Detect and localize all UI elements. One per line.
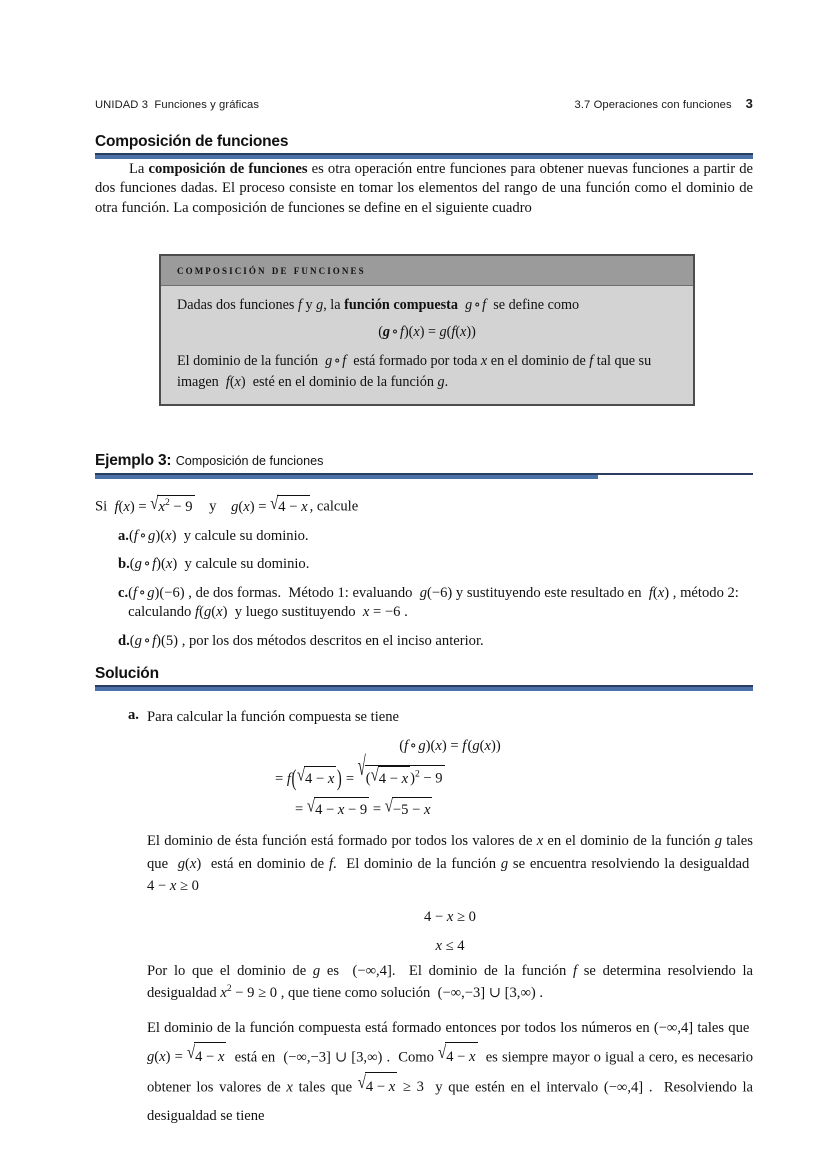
- section-rule: [95, 153, 753, 160]
- solution-body: [95, 706, 753, 1131]
- list-item: [95, 632, 753, 652]
- solution-equation-3: = √4 − x − 9 = √−5 − x: [147, 797, 753, 821]
- solution-paragraph-2: Por lo que el dominio de g es (−∞,4]. El dominio de la función f se determina resolviendo la desigualdad $x^2 - 9 \ge 0$ , que tiene como solución (−∞,−3] ∪ [3,∞) .: [147, 963, 753, 1002]
- intro-paragraph: [95, 160, 753, 218]
- definition-box-body: [161, 286, 693, 404]
- solution-rule: [95, 685, 753, 692]
- rule-thick-line: [95, 155, 753, 159]
- definition-gof: g ∘ f: [465, 296, 487, 313]
- example-heading-block: [95, 452, 753, 480]
- definition-box-title: composición de funciones: [161, 256, 693, 286]
- intro-rest: es otra operación entre funciones para obtener nuevas funciones a partir de dos funciones dadas. El proceso consiste en tomar los elementos del rango de una función como el dominio de otra función. La composición de funciones se define en el siguiente cuadro: [95, 161, 754, 216]
- intro-lead: La: [129, 161, 145, 177]
- example-title: [95, 452, 753, 470]
- example-prompt-calcule: , calcule: [309, 498, 359, 515]
- definition-box: [159, 254, 695, 406]
- item-text: (f ∘ g)(x) y calcule su dominio.: [128, 527, 309, 544]
- section-heading-composicion: [95, 133, 753, 160]
- item-text: (g ∘ f)(5) , por los dos métodos descritos en el inciso anterior.: [129, 632, 484, 649]
- definition-line-2: El dominio de la función g ∘ f está formado por toda x en el dominio de f tal que su imagen f(x) esté en el dominio de la función g.: [177, 352, 652, 390]
- running-head-section: 3.7 Operaciones con funciones: [574, 99, 732, 111]
- example-prompt: Si $f(x) = √x^2 - 9$ y g(x) = √4 − x , calcule: [95, 495, 753, 518]
- page-content: [95, 96, 753, 1132]
- definition-line1-a: Dadas dos funciones: [177, 296, 295, 313]
- rule-thick-line: [95, 687, 753, 691]
- example-subtitle: Composición de funciones: [175, 454, 324, 469]
- item-text: (f ∘ g)(−6) , de dos formas. Método 1: evaluando g(−6) y sustituyendo este resultado en f(x) , método 2: calculando f(g(x) y luego sustituyendo x = −6 .: [128, 584, 739, 621]
- item-marker: a.: [118, 527, 129, 544]
- example-label: Ejemplo 3:: [95, 452, 172, 470]
- solution-paragraph-1: El dominio de ésta función está formado por todos los valores de x en el dominio de la función g tales que g(x) está en dominio de f. El dominio de la función g se encuentra resolviendo la desigualdad 4 − x ≥ 0: [147, 833, 753, 894]
- running-head-right: [575, 96, 753, 111]
- definition-line1-c: , la: [323, 296, 341, 313]
- item-marker: c.: [118, 584, 129, 601]
- rule-thick-line: [95, 475, 598, 479]
- list-item: [95, 584, 753, 623]
- solution-part-a: [95, 706, 753, 1131]
- list-item: [95, 555, 753, 575]
- solution-inequality-1: 4 − x ≥ 0: [424, 908, 476, 925]
- definition-fg: f y g: [297, 296, 324, 313]
- solution-equation-2: = f(√4 − x ) = √(√4 − x )$^2$ − 9: [275, 752, 443, 792]
- intro-bold-term: composición de funciones: [148, 161, 308, 177]
- example-rule: [95, 473, 753, 480]
- solution-title: Solución: [95, 665, 159, 683]
- definition-line1-d: se define como: [493, 296, 580, 313]
- example-prompt-si: Si: [95, 498, 108, 515]
- item-marker: d.: [118, 632, 130, 649]
- definition-line-1: [177, 295, 677, 316]
- item-marker: b.: [118, 556, 130, 573]
- example-prompt-y: y: [209, 498, 217, 515]
- list-item: [95, 527, 753, 547]
- solution-equation-1: (f ∘ g)(x) = f (g(x)): [399, 738, 501, 755]
- running-head: [95, 96, 753, 111]
- solution-part-marker: a.: [128, 707, 139, 724]
- solution-paragraph-3: El dominio de la función compuesta está formado entonces por todos los números en (−∞,4] tales que g(x) = √4 − x está en (−∞,−3] ∪ [3,∞) . Como √4 − x es siempre mayor o igual a cero, es necesario obtener los valores de x tales que √4 − x ≥ 3 y que estén en el intervalo (−∞,4] . Resolviendo la desigualdad se tiene: [147, 1019, 754, 1124]
- running-head-left: UNIDAD 3 Funciones y gráficas: [95, 99, 260, 111]
- solution-lead: Para calcular la función compuesta se tiene: [147, 709, 400, 726]
- item-text: (g ∘ f)(x) y calcule su dominio.: [129, 556, 310, 573]
- solution-inequality-2: x ≤ 4: [435, 938, 465, 955]
- definition-bold-term: función compuesta: [344, 296, 458, 313]
- page-number: 3: [745, 96, 753, 111]
- solution-heading-block: [95, 665, 753, 692]
- section-title: Composición de funciones: [95, 133, 289, 150]
- example-items-list: [95, 527, 753, 652]
- solution-part-content: [147, 706, 753, 1131]
- definition-equation: (g ∘ f)(x) = g(f(x)): [378, 324, 476, 341]
